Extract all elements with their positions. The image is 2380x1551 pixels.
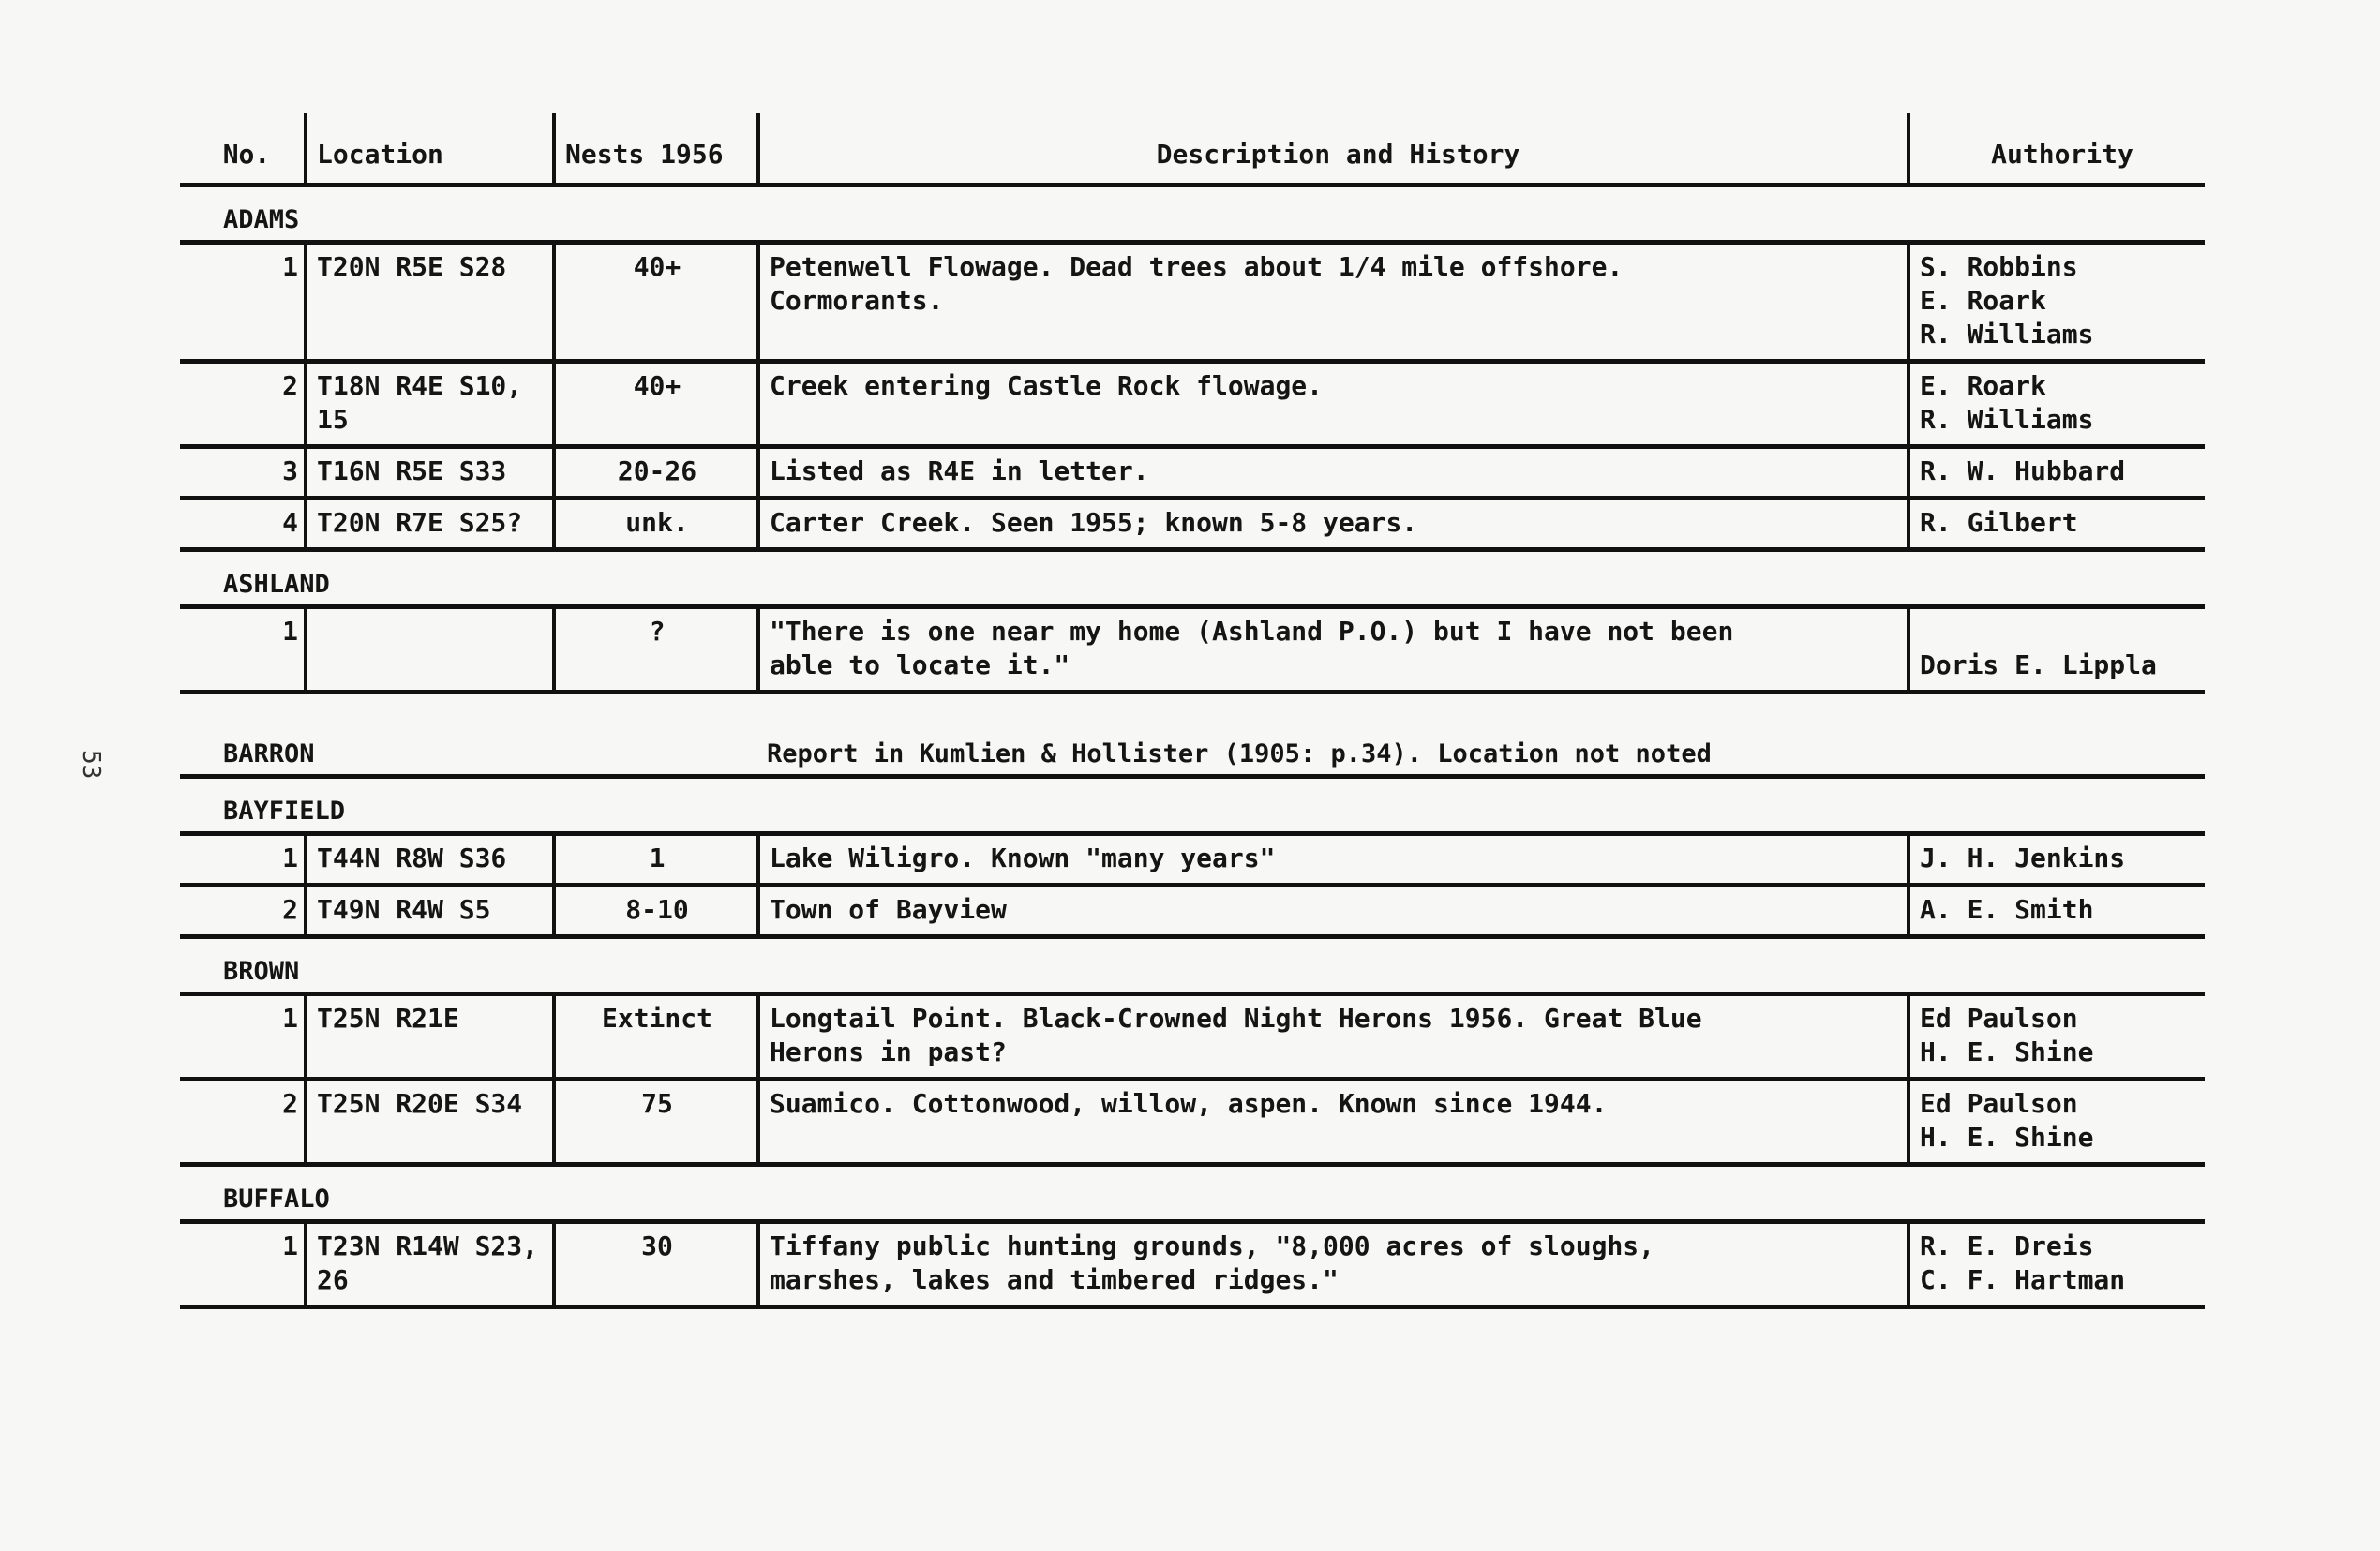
cell-no: 1 (282, 616, 298, 647)
cell-nests: 1 (552, 836, 756, 883)
cell-location: T18N R4E S10, 15 (304, 364, 552, 444)
cell-nests: 30 (552, 1224, 756, 1305)
cell-no: 2 (282, 370, 298, 401)
cell-authority: Ed Paulson H. E. Shine (1907, 996, 2205, 1077)
cell-location: T16N R5E S33 (304, 449, 552, 496)
table-row (180, 449, 2205, 500)
cell-nests: 40+ (552, 245, 756, 359)
cell-authority: R. Gilbert (1907, 500, 2205, 547)
cell-nests: 20-26 (552, 449, 756, 496)
table-header (180, 103, 2205, 187)
table-row (180, 1224, 2205, 1309)
cell-no: 4 (282, 507, 298, 538)
cell-description: "There is one near my home (Ashland P.O.) but I have not been able to locate it." (756, 609, 1907, 690)
header-nests: Nests 1956 (552, 113, 756, 183)
county-name: ADAMS (223, 205, 300, 234)
county-name: BROWN (223, 957, 300, 986)
county-heading (180, 552, 2205, 604)
cell-description: Lake Wiligro. Known "many years" (756, 836, 1907, 883)
county-heading (180, 694, 2205, 779)
cell-nests: ? (552, 609, 756, 690)
county-name: BAYFIELD (223, 797, 346, 826)
cell-nests: 75 (552, 1081, 756, 1162)
county-rows (180, 992, 2205, 1167)
cell-description: Listed as R4E in letter. (756, 449, 1907, 496)
cell-nests: 40+ (552, 364, 756, 444)
cell-nests: Extinct (552, 996, 756, 1077)
cell-description: Carter Creek. Seen 1955; known 5-8 years. (756, 500, 1907, 547)
cell-authority: A. E. Smith (1907, 887, 2205, 934)
heronry-table (180, 103, 2205, 1309)
header-location: Location (304, 113, 552, 183)
table-row (180, 609, 2205, 694)
cell-no: 1 (282, 1230, 298, 1261)
cell-description: Petenwell Flowage. Dead trees about 1/4 mile offshore. Cormorants. (756, 245, 1907, 359)
county-name: BARRON (223, 739, 315, 768)
county-rows (180, 831, 2205, 939)
cell-no: 1 (282, 1003, 298, 1034)
cell-location: T49N R4W S5 (304, 887, 552, 934)
cell-authority: S. Robbins E. Roark R. Williams (1907, 245, 2205, 359)
county-rows (180, 604, 2205, 694)
cell-authority: E. Roark R. Williams (1907, 364, 2205, 444)
cell-authority: Doris E. Lippla (1907, 609, 2205, 690)
cell-location: T25N R20E S34 (304, 1081, 552, 1162)
county-rows (180, 240, 2205, 552)
table-row (180, 245, 2205, 364)
cell-location: T23N R14W S23, 26 (304, 1224, 552, 1305)
cell-authority: R. E. Dreis C. F. Hartman (1907, 1224, 2205, 1305)
table-row (180, 996, 2205, 1081)
cell-description: Suamico. Cottonwood, willow, aspen. Known since 1944. (756, 1081, 1907, 1162)
county-rows (180, 1219, 2205, 1309)
county-sections (180, 187, 2205, 1309)
cell-location: T20N R7E S25? (304, 500, 552, 547)
county-name: BUFFALO (223, 1185, 330, 1214)
cell-no: 3 (282, 455, 298, 486)
cell-location: T25N R21E (304, 996, 552, 1077)
cell-no: 1 (282, 843, 298, 873)
page-number: 53 (77, 750, 105, 780)
cell-authority: Ed Paulson H. E. Shine (1907, 1081, 2205, 1162)
cell-description: Longtail Point. Black-Crowned Night Herons 1956. Great Blue Herons in past? (756, 996, 1907, 1077)
cell-description: Tiffany public hunting grounds, "8,000 acres of sloughs, marshes, lakes and timbered ridges." (756, 1224, 1907, 1305)
cell-nests: unk. (552, 500, 756, 547)
county-note: Report in Kumlien & Hollister (1905: p.34). Location not noted (767, 739, 1712, 768)
header-no: No. (222, 139, 271, 170)
table-row (180, 364, 2205, 449)
county-heading (180, 1167, 2205, 1219)
cell-no: 2 (282, 1088, 298, 1119)
cell-location: T44N R8W S36 (304, 836, 552, 883)
cell-authority: J. H. Jenkins (1907, 836, 2205, 883)
table-row (180, 887, 2205, 939)
table-row (180, 1081, 2205, 1167)
cell-location: T20N R5E S28 (304, 245, 552, 359)
cell-description: Town of Bayview (756, 887, 1907, 934)
header-authority: Authority (1907, 113, 2205, 183)
cell-authority: R. W. Hubbard (1907, 449, 2205, 496)
cell-description: Creek entering Castle Rock flowage. (756, 364, 1907, 444)
table-row (180, 500, 2205, 552)
county-name: ASHLAND (223, 570, 330, 599)
county-heading (180, 939, 2205, 992)
cell-nests: 8-10 (552, 887, 756, 934)
header-description: Description and History (756, 113, 1907, 183)
cell-no: 2 (282, 894, 298, 925)
county-heading (180, 779, 2205, 831)
table-row (180, 836, 2205, 887)
cell-no: 1 (282, 251, 298, 282)
cell-location (304, 609, 552, 690)
county-heading (180, 187, 2205, 240)
